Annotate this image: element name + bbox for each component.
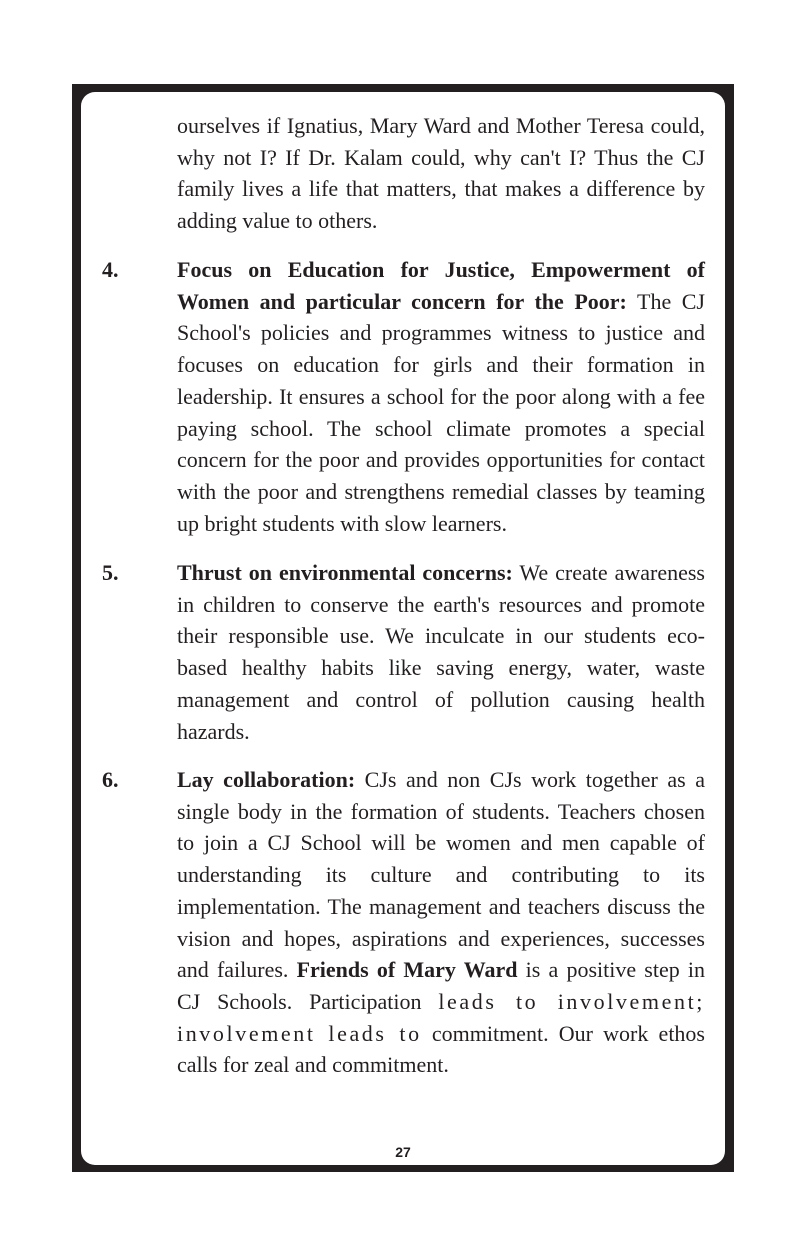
item-4-paragraph <box>177 254 705 539</box>
item-5-heading: Thrust on environmental concerns: <box>177 560 513 585</box>
item-number-6: 6. <box>102 767 119 792</box>
continuation-paragraph: ourselves if Ignatius, Mary Ward and Mother Teresa could, why not I? If Dr. Kalam could, why can't I? Thus the CJ family lives a life that matters, that makes a difference by adding value to others. <box>177 113 705 234</box>
item-6-body-1: CJs and non CJs work together as a single body in the formation of students. Teachers chosen to join a CJ School will be women and men capable of understanding its culture and contributing to its implementation. The management and teachers discuss the vision and hopes, aspirations and experiences, successes and failures. <box>177 767 705 983</box>
item-6-body-3: commitment. Our work ethos calls for zeal and commitment. <box>177 1020 705 1078</box>
page <box>81 92 725 1165</box>
item-6-heading: Lay collaboration: <box>177 767 356 792</box>
item-5-body: We create awareness in children to conserve the earth's resources and promote their responsible use. We inculcate in our students eco-based healthy habits like saving energy, water, waste management and control of pollution causing health hazards. <box>177 560 705 744</box>
item-4-body: The CJ School's policies and programmes witness to justice and focuses on education for girls and their formation in leadership. It ensures a school for the poor along with a fee paying school. The school climate promotes a special concern for the poor and provides opportunities for contact with the poor and strengthens remedial classes by teaming up bright students with slow learners. <box>177 288 705 536</box>
item-4-heading: Focus on Education for Justice, Empowerment of Women and particular concern for the Poor: <box>177 257 705 314</box>
item-number-5: 5. <box>102 560 119 585</box>
item-5-paragraph <box>177 557 705 747</box>
item-6-paragraph <box>177 764 705 1081</box>
item-6-spaced-text: leads to involvement; involvement leads to <box>177 988 705 1046</box>
page-number: 27 <box>395 1144 411 1160</box>
item-number-4: 4. <box>102 257 119 282</box>
item-6-emphasis: Friends of Mary Ward <box>296 957 518 983</box>
item-6-body-2: is a positive step in CJ Schools. Participation <box>177 957 706 1014</box>
